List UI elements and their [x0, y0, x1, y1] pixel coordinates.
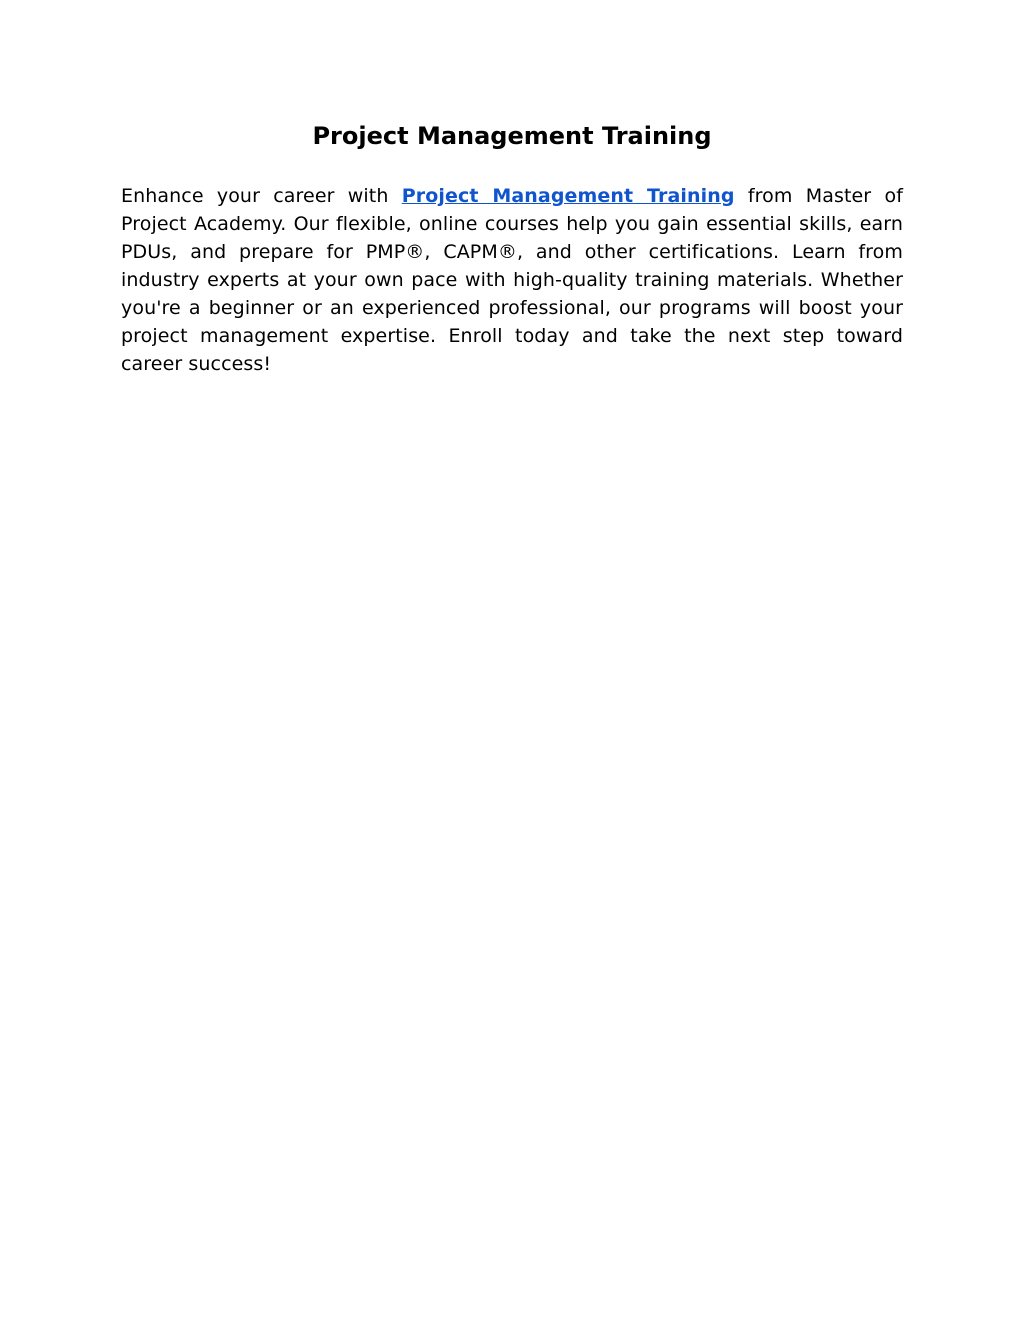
paragraph-body-text: from Master of Project Academy. Our flexible, online courses help you gain essential skills, earn PDUs, and prepare for PMP®, CAPM®, and other certifications. Learn from industry experts at your own pace with high-quality training materials. Whether you're a beginner or an experienced professional, our programs will boost your project management expertise. Enroll today and take the next step toward career success! [121, 185, 903, 375]
project-management-training-link[interactable]: Project Management Training [401, 185, 735, 207]
document-title: Project Management Training [312, 122, 712, 150]
paragraph-intro-text: Enhance your career with [121, 185, 402, 207]
body-paragraph [121, 182, 903, 378]
